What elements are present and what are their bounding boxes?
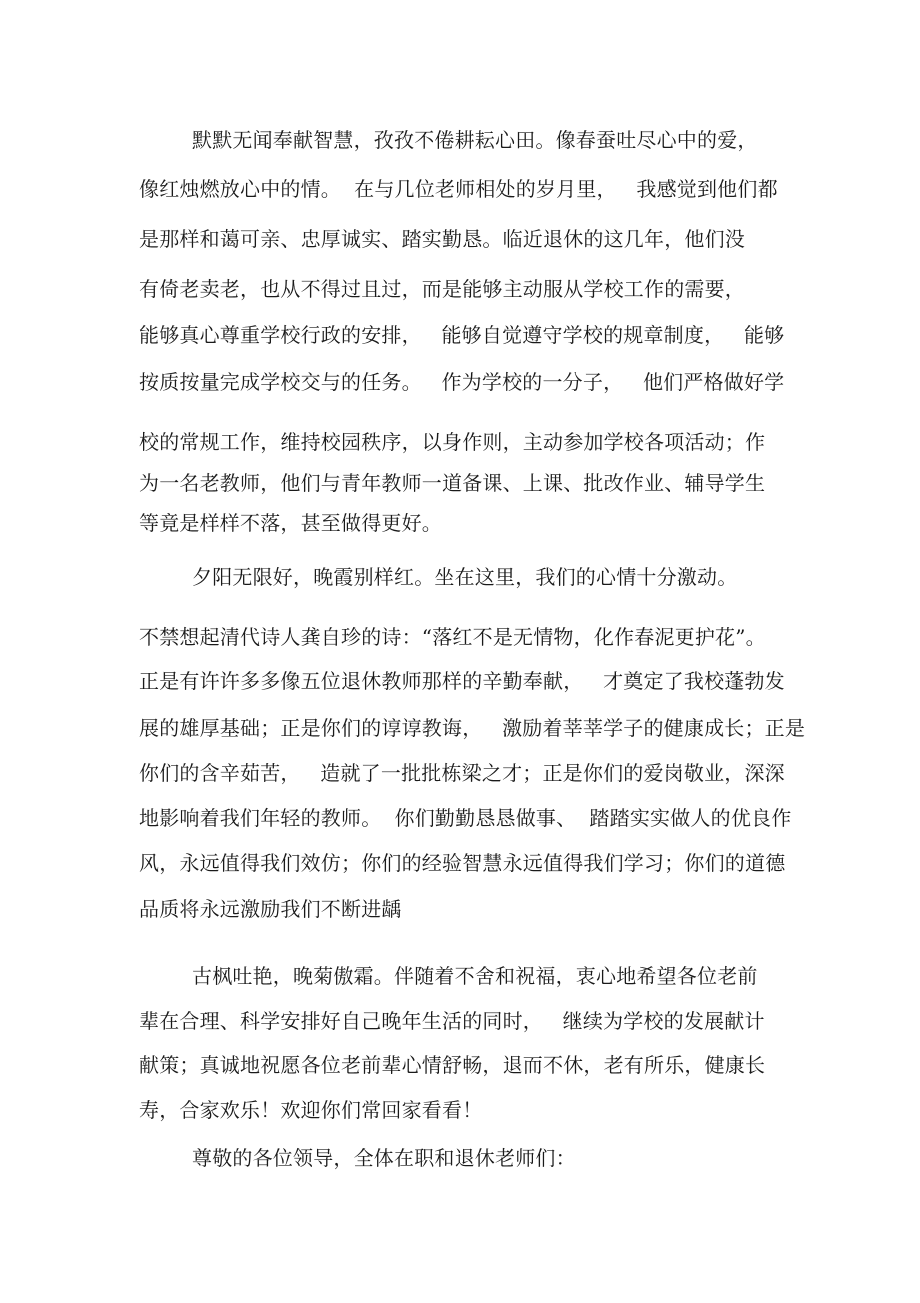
text-line: 展的雄厚基础；正是你们的谆谆教诲， 激励着莘莘学子的健康成长；正是 xyxy=(139,716,806,740)
text-line: 校的常规工作，维持校园秩序，以身作则，主动参加学校各项活动；作 xyxy=(139,430,766,454)
text-line: 像红烛燃放心中的情。 在与几位老师相处的岁月里， 我感觉到他们都 xyxy=(139,177,778,201)
text-line: 等竟是样样不落，甚至做得更好。 xyxy=(139,511,442,535)
text-line: 有倚老卖老，也从不得过且过，而是能够主动服从学校工作的需要， xyxy=(139,277,745,301)
text-line: 夕阳无限好，晚霞别样红。坐在这里，我们的心情十分激动。 xyxy=(192,565,738,589)
text-line: 为一名老教师，他们与青年教师一道备课、上课、批改作业、辅导学生 xyxy=(139,471,766,495)
text-line: 献策；真诚地祝愿各位老前辈心情舒畅，退而不休，老有所乐，健康长 xyxy=(139,1053,766,1077)
text-line: 尊敬的各位领导，全体在职和退休老师们： xyxy=(192,1146,576,1170)
text-line: 按质按量完成学校交与的任务。 作为学校的一分子， 他们严格做好学 xyxy=(139,370,785,394)
text-line: 你们的含辛茹苦， 造就了一批批栋梁之才；正是你们的爱岗敬业，深深 xyxy=(139,761,785,785)
text-line: 品质将永远激励我们不断进龋 xyxy=(139,897,402,921)
text-line: 能够真心尊重学校行政的安排， 能够自觉遵守学校的规章制度， 能够 xyxy=(139,323,785,347)
text-line: 地影响着我们年轻的教师。 你们勤勤恳恳做事、 踏踏实实做人的优良作 xyxy=(139,806,792,830)
text-line: 辈在合理、科学安排好自己晚年生活的同时， 继续为学校的发展献计 xyxy=(139,1009,765,1033)
text-line: 不禁想起清代诗人龚自珍的诗：“落红不是无情物，化作春泥更护花”。 xyxy=(139,625,766,649)
text-line: 寿，合家欢乐！欢迎你们常回家看看！ xyxy=(139,1098,483,1122)
text-line: 正是有许许多多像五位退休教师那样的辛勤奉献， 才奠定了我校蓬勃发 xyxy=(139,669,785,693)
text-line: 是那样和蔼可亲、忠厚诚实、踏实勤恳。临近退休的这几年，他们没 xyxy=(139,227,745,251)
text-line: 风，永远值得我们效仿；你们的经验智慧永远值得我们学习；你们的道德 xyxy=(139,851,786,875)
text-line: 古枫吐艳，晚菊傲霜。伴随着不舍和祝福，衷心地希望各位老前 xyxy=(192,964,758,988)
text-line: 默默无闻奉献智慧，孜孜不倦耕耘心田。像春蚕吐尽心中的爱， xyxy=(192,128,758,152)
